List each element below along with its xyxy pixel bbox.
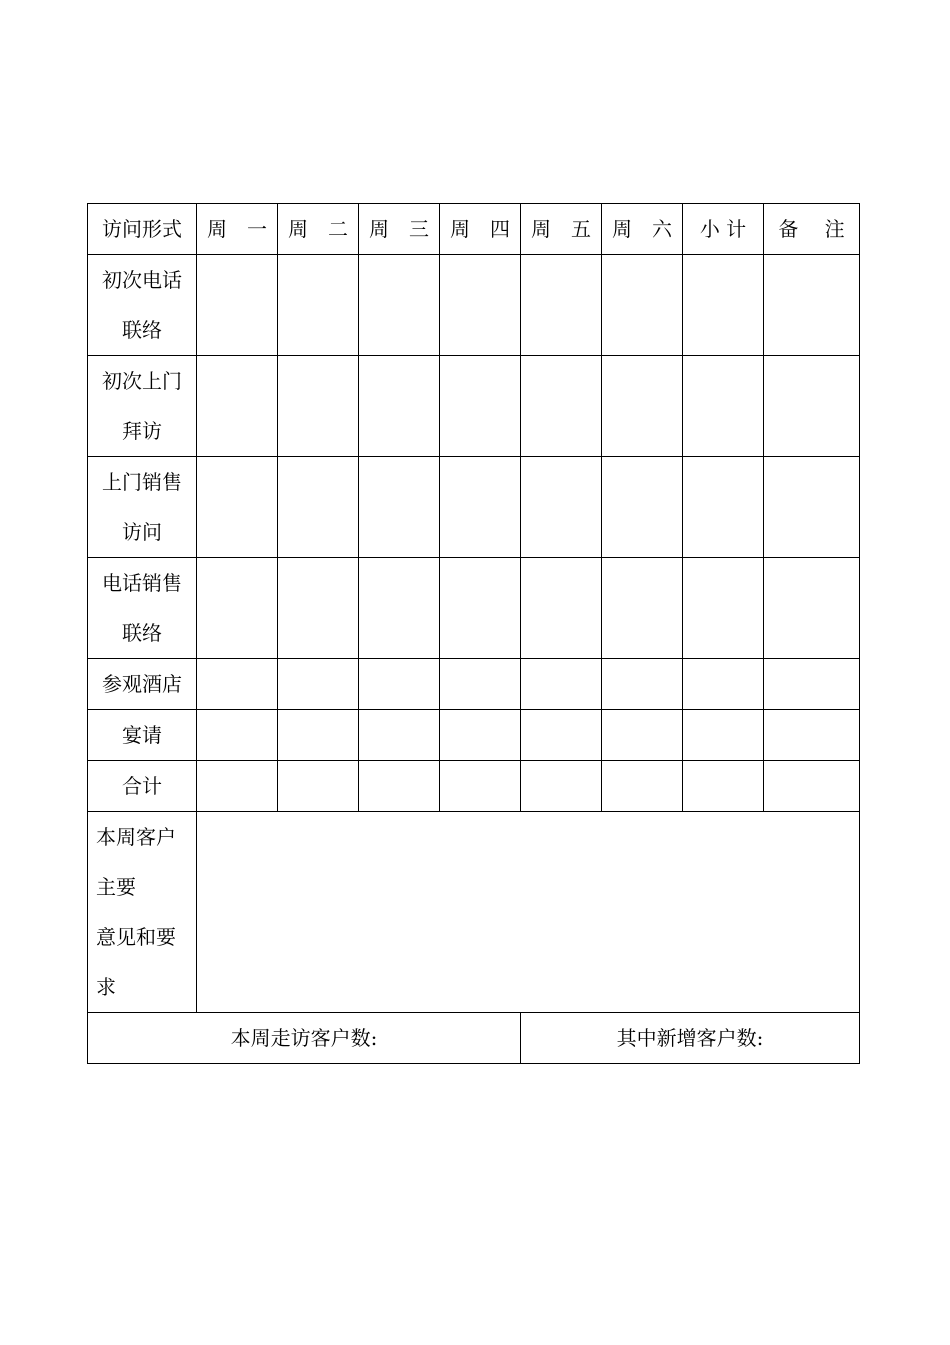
cell-tuesday[interactable]: [278, 356, 359, 457]
cell-remarks[interactable]: [764, 558, 860, 659]
row-label-first-call: [88, 255, 197, 356]
cell-tuesday[interactable]: [278, 558, 359, 659]
cell-friday[interactable]: [521, 659, 602, 710]
cell-remarks[interactable]: [764, 457, 860, 558]
cell-friday[interactable]: [521, 457, 602, 558]
header-wednesday: 周 三: [359, 204, 440, 255]
cell-subtotal[interactable]: [683, 761, 764, 812]
cell-remarks[interactable]: [764, 255, 860, 356]
table-row: [88, 710, 860, 761]
row-label-line: 访问: [122, 520, 162, 544]
cell-subtotal[interactable]: [683, 356, 764, 457]
feedback-row: [88, 812, 860, 1013]
table-row: [88, 659, 860, 710]
cell-remarks[interactable]: [764, 710, 860, 761]
header-remarks: 备 注: [764, 204, 860, 255]
row-label-line: 电话销售: [102, 571, 182, 595]
cell-thursday[interactable]: [440, 558, 521, 659]
cell-wednesday[interactable]: [359, 457, 440, 558]
feedback-label-line: 意见和要: [96, 925, 176, 949]
table-row: [88, 255, 860, 356]
feedback-label: [88, 812, 197, 1013]
cell-subtotal[interactable]: [683, 255, 764, 356]
header-tuesday: 周 二: [278, 204, 359, 255]
header-row: [88, 204, 860, 255]
cell-tuesday[interactable]: [278, 659, 359, 710]
cell-wednesday[interactable]: [359, 710, 440, 761]
row-label-line: 联络: [122, 318, 162, 342]
cell-monday[interactable]: [197, 659, 278, 710]
cell-remarks[interactable]: [764, 659, 860, 710]
table-row: [88, 356, 860, 457]
cell-friday[interactable]: [521, 356, 602, 457]
row-label-banquet: 宴请: [88, 710, 197, 761]
cell-subtotal[interactable]: [683, 710, 764, 761]
cell-saturday[interactable]: [602, 457, 683, 558]
feedback-label-line: 求: [96, 975, 116, 999]
cell-tuesday[interactable]: [278, 255, 359, 356]
cell-friday[interactable]: [521, 761, 602, 812]
row-label-line: 联络: [122, 621, 162, 645]
header-saturday: 周 六: [602, 204, 683, 255]
cell-saturday[interactable]: [602, 659, 683, 710]
cell-saturday[interactable]: [602, 255, 683, 356]
table-row: [88, 761, 860, 812]
row-label-sales-visit: [88, 457, 197, 558]
new-customers-count[interactable]: 其中新增客户数:: [521, 1013, 860, 1064]
cell-tuesday[interactable]: [278, 761, 359, 812]
row-label-first-visit: [88, 356, 197, 457]
cell-saturday[interactable]: [602, 761, 683, 812]
header-subtotal: 小 计: [683, 204, 764, 255]
visited-customers-count[interactable]: 本周走访客户数:: [88, 1013, 521, 1064]
weekly-visit-table: [87, 203, 860, 1064]
header-monday: 周 一: [197, 204, 278, 255]
cell-monday[interactable]: [197, 761, 278, 812]
row-label-phone-sales: [88, 558, 197, 659]
table-row: [88, 457, 860, 558]
cell-wednesday[interactable]: [359, 659, 440, 710]
cell-friday[interactable]: [521, 710, 602, 761]
cell-monday[interactable]: [197, 457, 278, 558]
feedback-content-cell[interactable]: [197, 812, 860, 1013]
cell-monday[interactable]: [197, 710, 278, 761]
cell-subtotal[interactable]: [683, 457, 764, 558]
row-label-line: 上门销售: [102, 470, 182, 494]
cell-friday[interactable]: [521, 558, 602, 659]
cell-thursday[interactable]: [440, 255, 521, 356]
row-label-total: 合计: [88, 761, 197, 812]
cell-thursday[interactable]: [440, 659, 521, 710]
cell-saturday[interactable]: [602, 710, 683, 761]
row-label-line: 初次电话: [102, 268, 182, 292]
cell-tuesday[interactable]: [278, 710, 359, 761]
cell-wednesday[interactable]: [359, 558, 440, 659]
cell-thursday[interactable]: [440, 356, 521, 457]
cell-thursday[interactable]: [440, 710, 521, 761]
row-label-line: 初次上门: [102, 369, 182, 393]
row-label-hotel-tour: 参观酒店: [88, 659, 197, 710]
cell-thursday[interactable]: [440, 761, 521, 812]
header-visit-type: 访问形式: [88, 204, 197, 255]
cell-wednesday[interactable]: [359, 356, 440, 457]
row-label-line: 拜访: [122, 419, 162, 443]
table-row: [88, 558, 860, 659]
cell-subtotal[interactable]: [683, 659, 764, 710]
header-friday: 周 五: [521, 204, 602, 255]
feedback-label-line: 本周客户: [96, 825, 176, 849]
cell-subtotal[interactable]: [683, 558, 764, 659]
cell-saturday[interactable]: [602, 356, 683, 457]
cell-remarks[interactable]: [764, 356, 860, 457]
footer-row: [88, 1013, 860, 1064]
header-thursday: 周 四: [440, 204, 521, 255]
cell-monday[interactable]: [197, 558, 278, 659]
cell-wednesday[interactable]: [359, 761, 440, 812]
cell-tuesday[interactable]: [278, 457, 359, 558]
cell-remarks[interactable]: [764, 761, 860, 812]
cell-thursday[interactable]: [440, 457, 521, 558]
feedback-label-line: 主要: [96, 875, 136, 899]
cell-wednesday[interactable]: [359, 255, 440, 356]
cell-friday[interactable]: [521, 255, 602, 356]
cell-saturday[interactable]: [602, 558, 683, 659]
cell-monday[interactable]: [197, 356, 278, 457]
cell-monday[interactable]: [197, 255, 278, 356]
